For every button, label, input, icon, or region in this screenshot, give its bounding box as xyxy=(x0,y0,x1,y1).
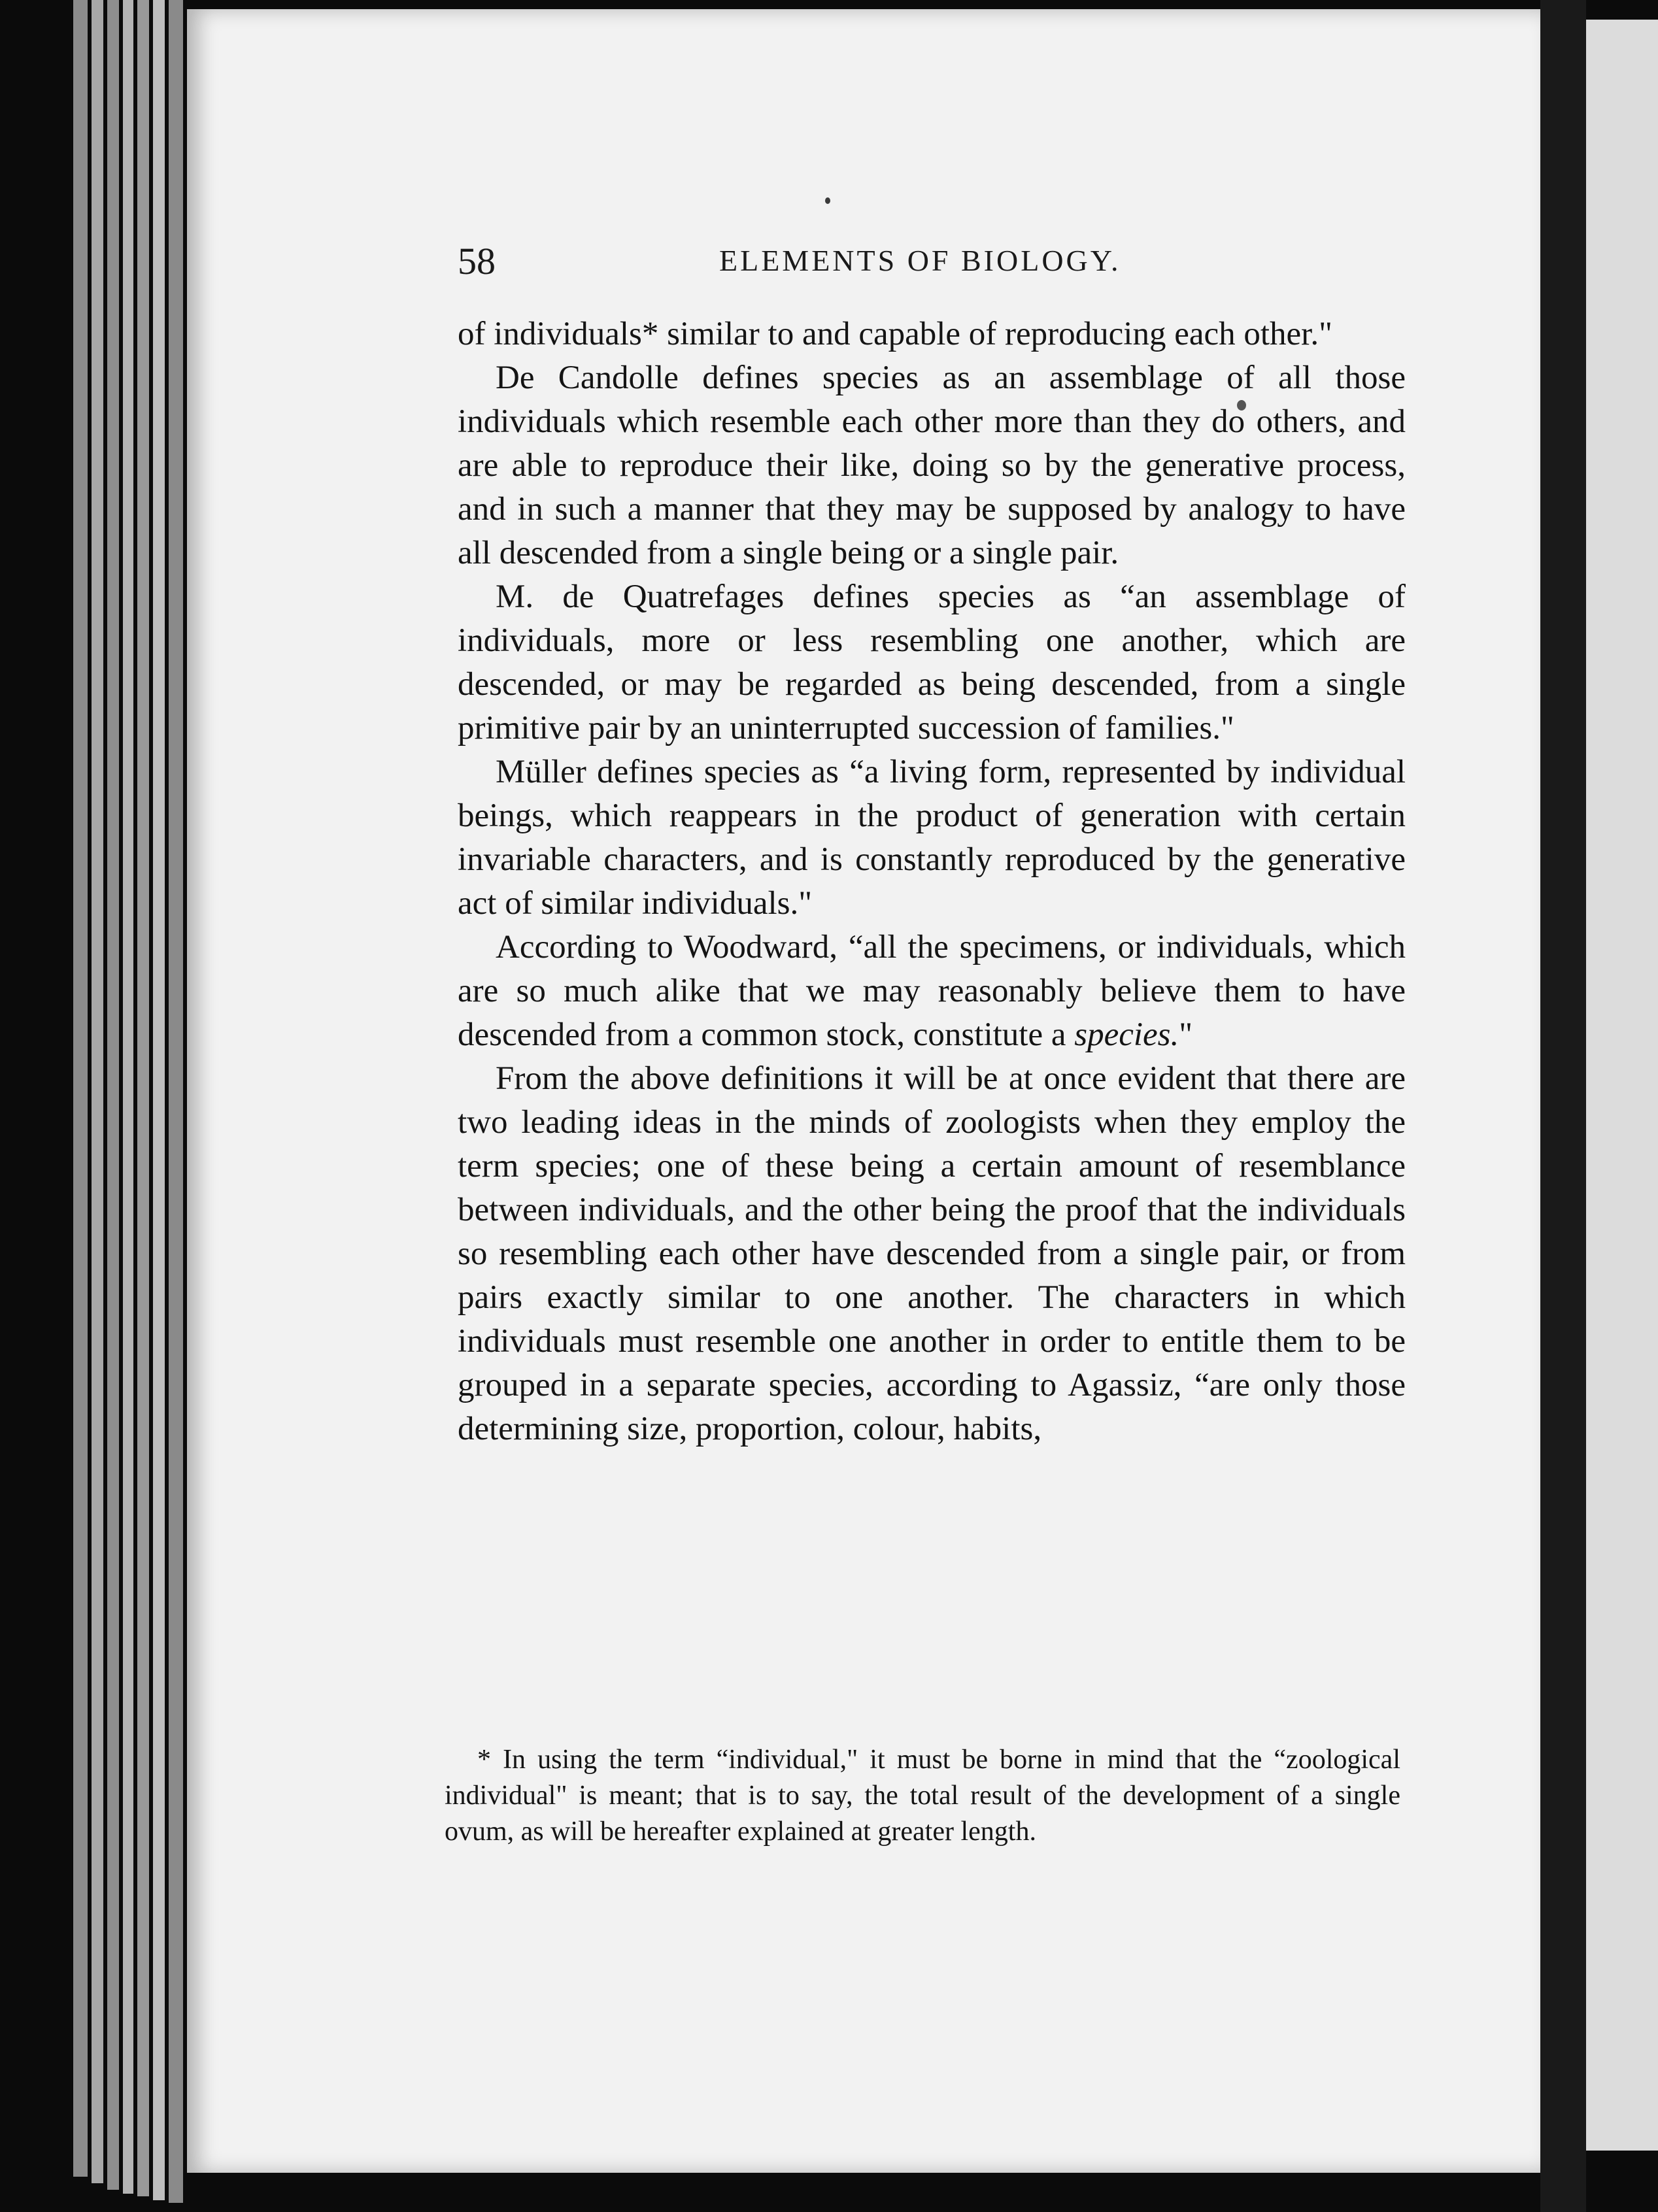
page-edge xyxy=(107,0,119,2190)
woodward-text: According to Woodward, “all the specimens, or individuals, which are so much alike that we may reasonably believe them to have descended from a common stock, constitute a xyxy=(458,929,1406,1053)
page-edge xyxy=(137,0,149,2196)
page-edge xyxy=(123,0,133,2194)
paragraph-woodward xyxy=(458,926,1406,1057)
woodward-closing-quote: " xyxy=(1179,1016,1193,1053)
species-italic: species. xyxy=(1074,1016,1179,1053)
page-edge xyxy=(73,0,88,2177)
paragraph-quatrefages: M. de Quatrefages defines species as “an assemblage of individuals, more or less resembling one another, which are descended, or may be regarded as being descended, from a single primitive pair by an uninterrupted succession of families." xyxy=(458,578,1406,746)
paragraph-continuation: of individuals* similar to and capable of reproducing each other." xyxy=(458,316,1332,352)
page-edge xyxy=(153,0,165,2200)
page-edge xyxy=(92,0,103,2183)
facing-page-edge xyxy=(1586,20,1658,2151)
scan-speck xyxy=(825,197,830,204)
page-number: 58 xyxy=(458,240,496,282)
page-edge xyxy=(169,0,183,2203)
paragraph-muller: Müller defines species as “a living form, represented by individual beings, which reappears in the product of generation with certain invariable characters, and is constantly reproduced by the generative act of similar individuals." xyxy=(458,754,1406,922)
paragraph-conclusion: From the above definitions it will be at once evident that there are two leading ideas in the minds of zoologists when they employ the term species; one of these being a certain amount of resemblance between individuals, and the other being the proof that the individuals so resembling each other have descended from a single pair, or from pairs exactly similar to one another. The characters in which individuals must resemble one another in order to entitle them to be grouped in a separate species, according to Agassiz, “are only those determining size, proportion, colour, habits, xyxy=(458,1060,1406,1447)
running-title: ELEMENTS OF BIOLOGY. xyxy=(719,244,1121,277)
footnote: * In using the term “individual," it must be borne in mind that the “zoological individual" is meant; that is to say, the total result of the development of a single ovum, as will be hereafter explained at greater length. xyxy=(445,1745,1400,1847)
book-gutter xyxy=(1540,0,1586,2212)
body-text xyxy=(458,312,1406,1451)
paragraph-de-candolle: De Candolle defines species as an assemblage of all those individuals which resemble each other more than they do others, and are able to reproduce their like, doing so by the generative process, and in such a manner that they may be supposed by analogy to have all descended from a single being or a single pair. xyxy=(458,360,1406,571)
